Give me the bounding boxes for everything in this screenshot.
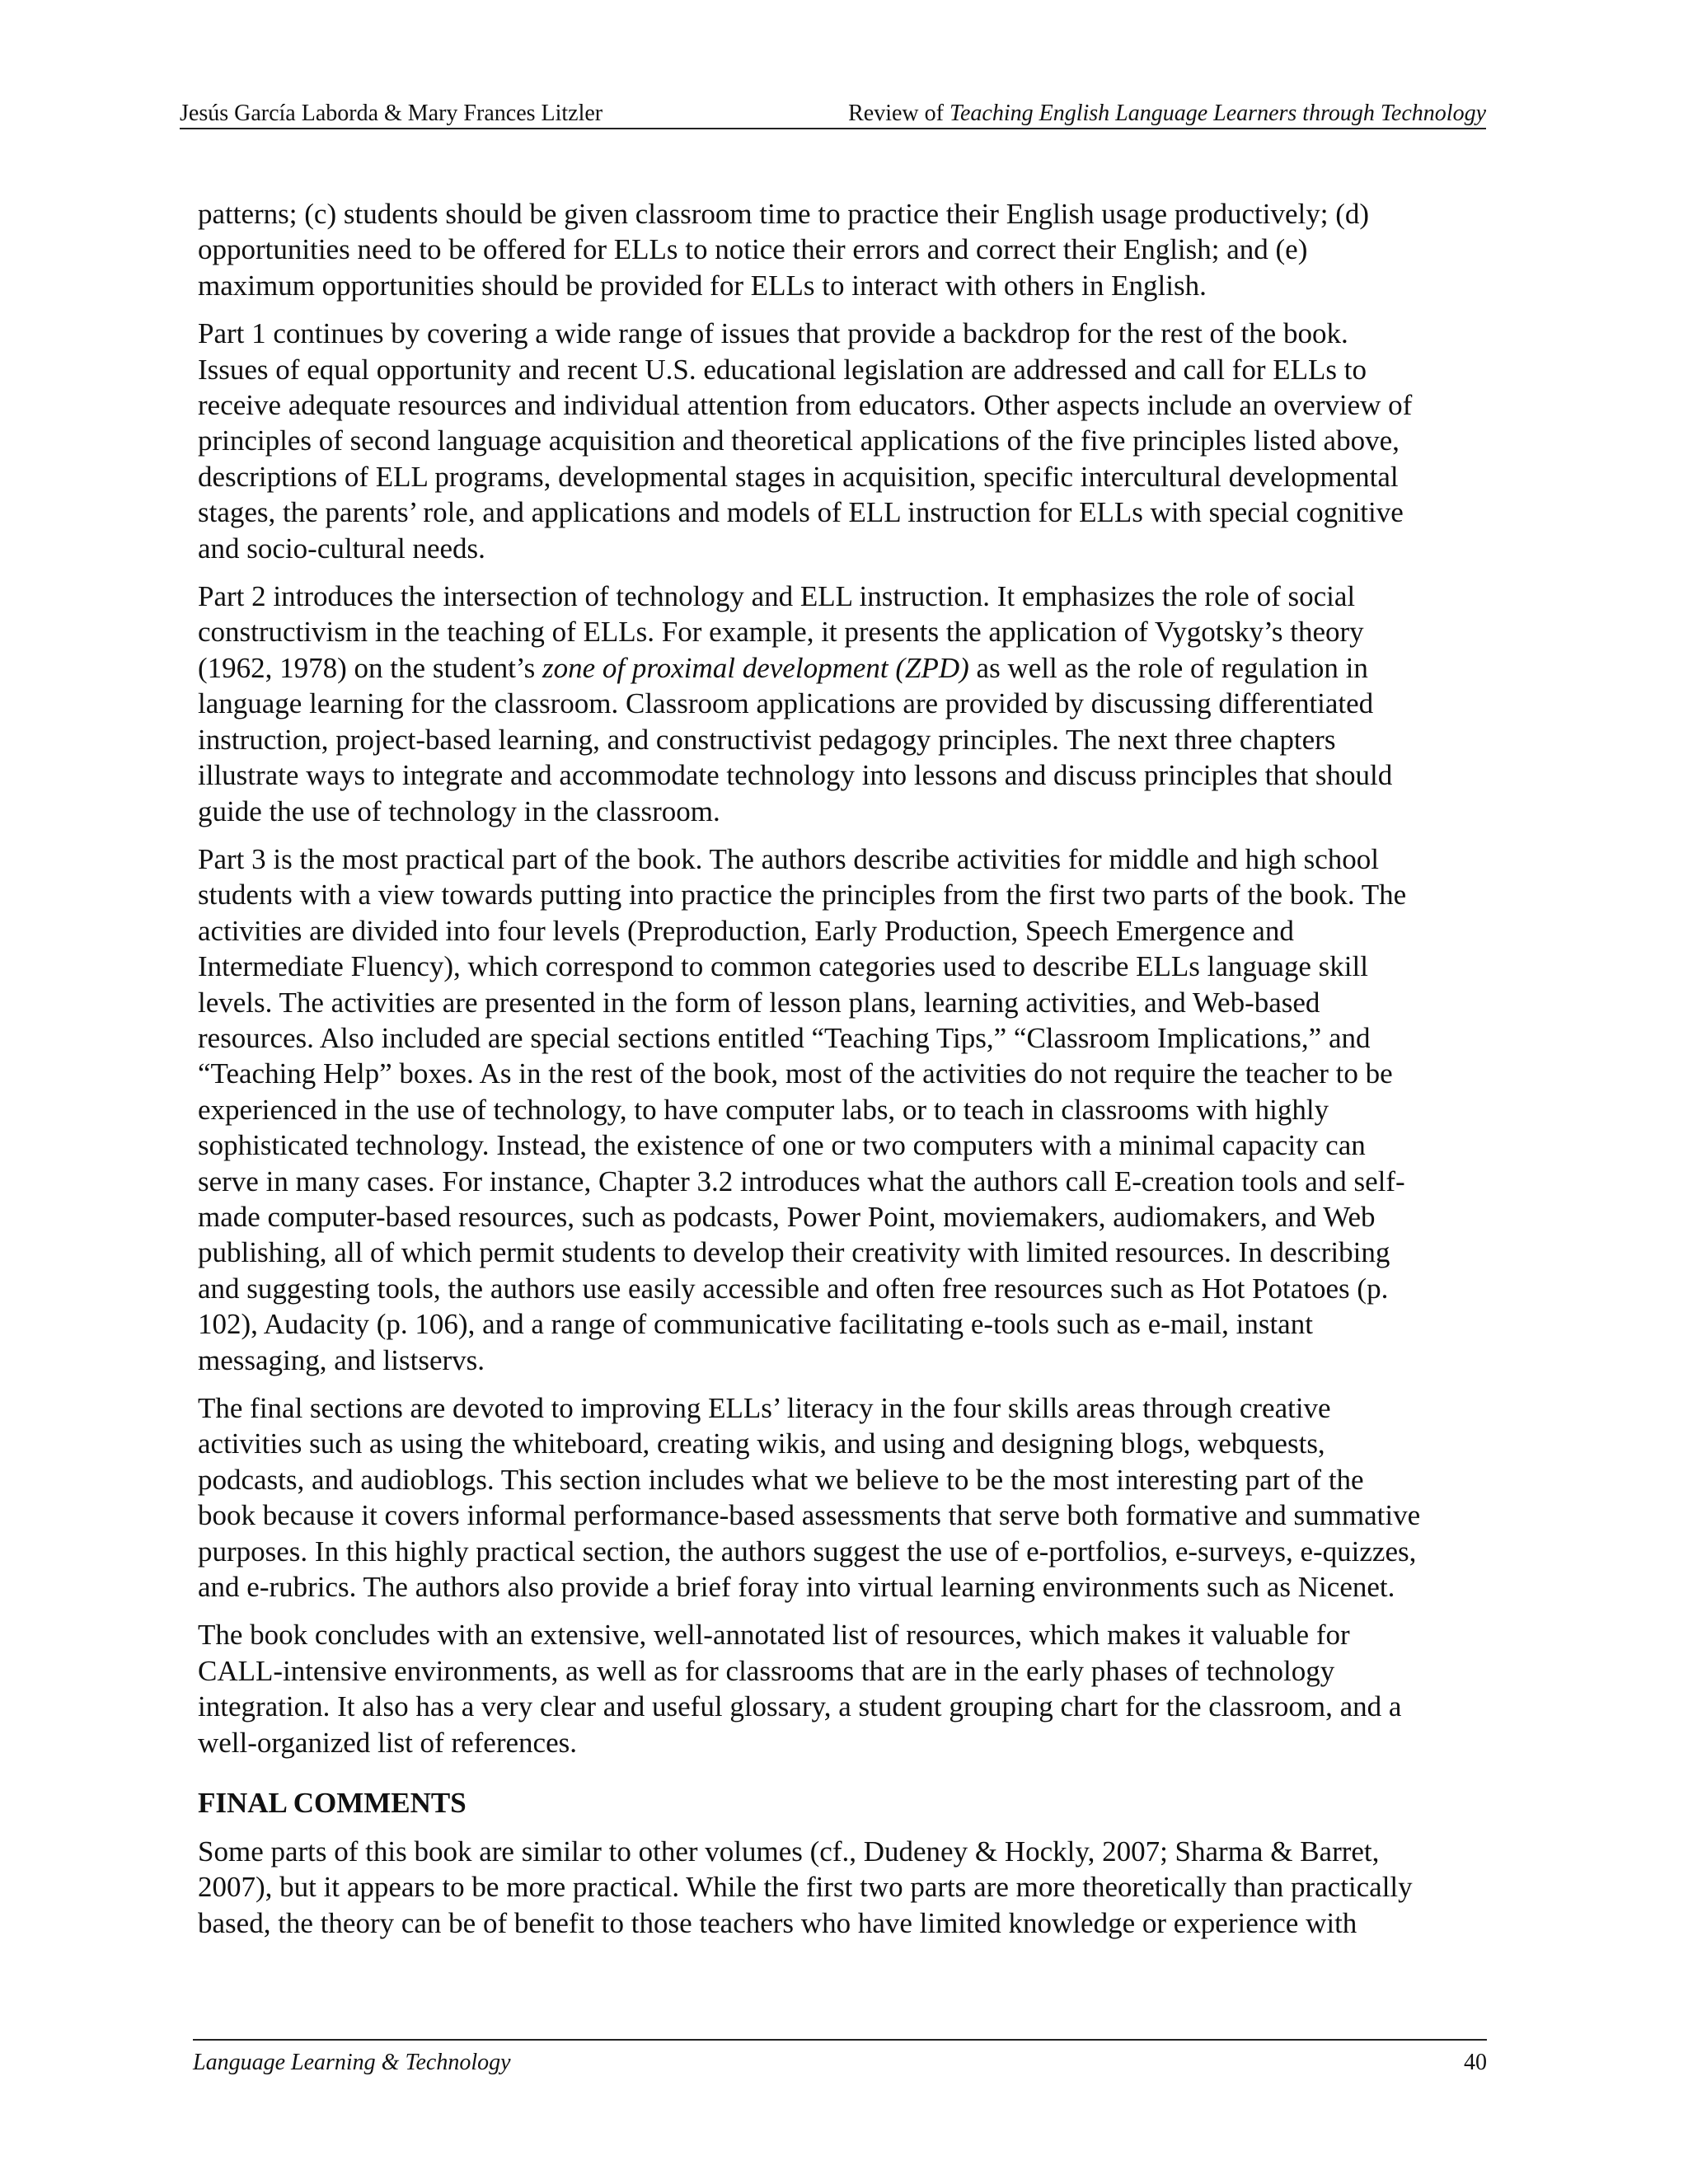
text-line: podcasts, and audioblogs. This section includes what we believe to be the most interesting part of the [198,1463,1364,1496]
text-line: Part 1 continues by covering a wide range of issues that provide a backdrop for the rest of the book. [198,317,1348,350]
text-line: The final sections are devoted to improving ELLs’ literacy in the four skills areas through creative [198,1392,1331,1424]
text-line: levels. The activities are presented in the form of lesson plans, learning activities, and Web-based [198,986,1320,1019]
paragraph-part-2 [198,579,1484,829]
text-line: experienced in the use of technology, to have computer labs, or to teach in classrooms with highly [198,1093,1329,1126]
text-line: and e-rubrics. The authors also provide a brief foray into virtual learning environments such as Nicenet. [198,1571,1395,1604]
text-fragment: as well as the role of regulation in [968,651,1368,684]
paragraph-principles-end [198,196,1484,303]
text-line: maximum opportunities should be provided for ELLs to interact with others in English. [198,269,1207,302]
text-line: Intermediate Fluency), which correspond to common categories used to describe ELLs language skill [198,950,1368,983]
text-line: language learning for the classroom. Classroom applications are provided by discussing differentiated [198,687,1374,720]
text-line: and suggesting tools, the authors use easily accessible and often free resources such as Hot Potatoes (p. [198,1272,1389,1305]
text-line: resources. Also included are special sections entitled “Teaching Tips,” “Classroom Implications,” and [198,1021,1371,1054]
page-number: 40 [1464,2050,1487,2075]
text-line: constructivism in the teaching of ELLs. For example, it presents the application of Vygotsky’s theory [198,616,1364,649]
text-line: opportunities need to be offered for ELLs to notice their errors and correct their English; and (e) [198,233,1308,266]
header-review-prefix: Review of [848,101,950,126]
text-line: CALL-intensive environments, as well as for classrooms that are in the early phases of technology [198,1654,1335,1687]
text-line: activities are divided into four levels (Preproduction, Early Production, Speech Emergence and [198,914,1294,947]
footer-journal-name: Language Learning & Technology [193,2050,511,2075]
text-line: Issues of equal opportunity and recent U.S. educational legislation are addressed and call for ELLs to [198,353,1367,386]
text-line: serve in many cases. For instance, Chapter 3.2 introduces what the authors call E-creation tools and self- [198,1165,1405,1197]
text-line: instruction, project-based learning, and constructivist pedagogy principles. The next three chapters [198,723,1336,756]
text-line: based, the theory can be of benefit to those teachers who have limited knowledge or experience with [198,1906,1357,1939]
running-header [180,96,1486,129]
text-fragment: (1962, 1978) on the student’s [198,651,543,684]
text-line: descriptions of ELL programs, developmental stages in acquisition, specific intercultural developmental [198,460,1399,493]
article-body [198,196,1484,1953]
text-line: and socio-cultural needs. [198,532,485,565]
header-authors: Jesús García Laborda & Mary Frances Litzler [180,101,603,126]
paragraph-part-1 [198,316,1484,566]
text-line: patterns; (c) students should be given classroom time to practice their English usage productively; (d) [198,198,1370,230]
header-book-title: Teaching English Language Learners through Technology [949,101,1486,126]
text-line: Part 3 is the most practical part of the book. The authors describe activities for middle and high school [198,842,1380,875]
paragraph-book-conclusion [198,1617,1484,1760]
text-line: well-organized list of references. [198,1726,577,1759]
text-line: students with a view towards putting into practice the principles from the first two parts of the book. The [198,879,1407,912]
emphasized-term: zone of proximal development (ZPD) [542,651,969,684]
text-line: 102), Audacity (p. 106), and a range of communicative facilitating e-tools such as e-mail, instant [198,1308,1313,1341]
text-line: guide the use of technology in the classroom. [198,794,720,827]
running-footer [193,2039,1487,2077]
text-line: integration. It also has a very clear and useful glossary, a student grouping chart for the classroom, and a [198,1690,1402,1723]
text-line: 2007), but it appears to be more practical. While the first two parts are more theoretically than practically [198,1871,1413,1904]
section-heading-final-comments: FINAL COMMENTS [198,1787,467,1820]
text-line: stages, the parents’ role, and applications and models of ELL instruction for ELLs with special cognitive [198,496,1404,529]
text-line: made computer-based resources, such as podcasts, Power Point, moviemakers, audiomakers, and Web [198,1200,1376,1233]
text-line: principles of second language acquisition and theoretical applications of the five principles listed above, [198,424,1400,457]
paragraph-final-sections [198,1390,1484,1605]
text-line-with-emphasis [198,650,1484,686]
text-line: messaging, and listservs. [198,1343,485,1376]
header-review-title [848,100,1486,128]
text-line: Some parts of this book are similar to other volumes (cf., Dudeney & Hockly, 2007; Sharma & Barret, [198,1835,1380,1868]
text-line: purposes. In this highly practical section, the authors suggest the use of e-portfolios, e-surveys, e-quizzes, [198,1535,1417,1568]
text-line: publishing, all of which permit students to develop their creativity with limited resources. In describing [198,1236,1390,1269]
text-line: book because it covers informal performance-based assessments that serve both formative and summative [198,1499,1421,1532]
text-line: activities such as using the whiteboard, creating wikis, and using and designing blogs, webquests, [198,1427,1325,1460]
text-line: receive adequate resources and individual attention from educators. Other aspects include an overview of [198,389,1413,422]
text-line: “Teaching Help” boxes. As in the rest of the book, most of the activities do not require the teacher to be [198,1057,1393,1090]
text-line: Part 2 introduces the intersection of technology and ELL instruction. It emphasizes the role of social [198,580,1356,613]
paragraph-final-comments [198,1834,1484,1941]
text-line: sophisticated technology. Instead, the existence of one or two computers with a minimal capacity can [198,1129,1366,1162]
paragraph-part-3 [198,841,1484,1378]
text-line: illustrate ways to integrate and accommodate technology into lessons and discuss principles that should [198,759,1393,792]
text-line: The book concludes with an extensive, well-annotated list of resources, which makes it valuable for [198,1619,1350,1652]
